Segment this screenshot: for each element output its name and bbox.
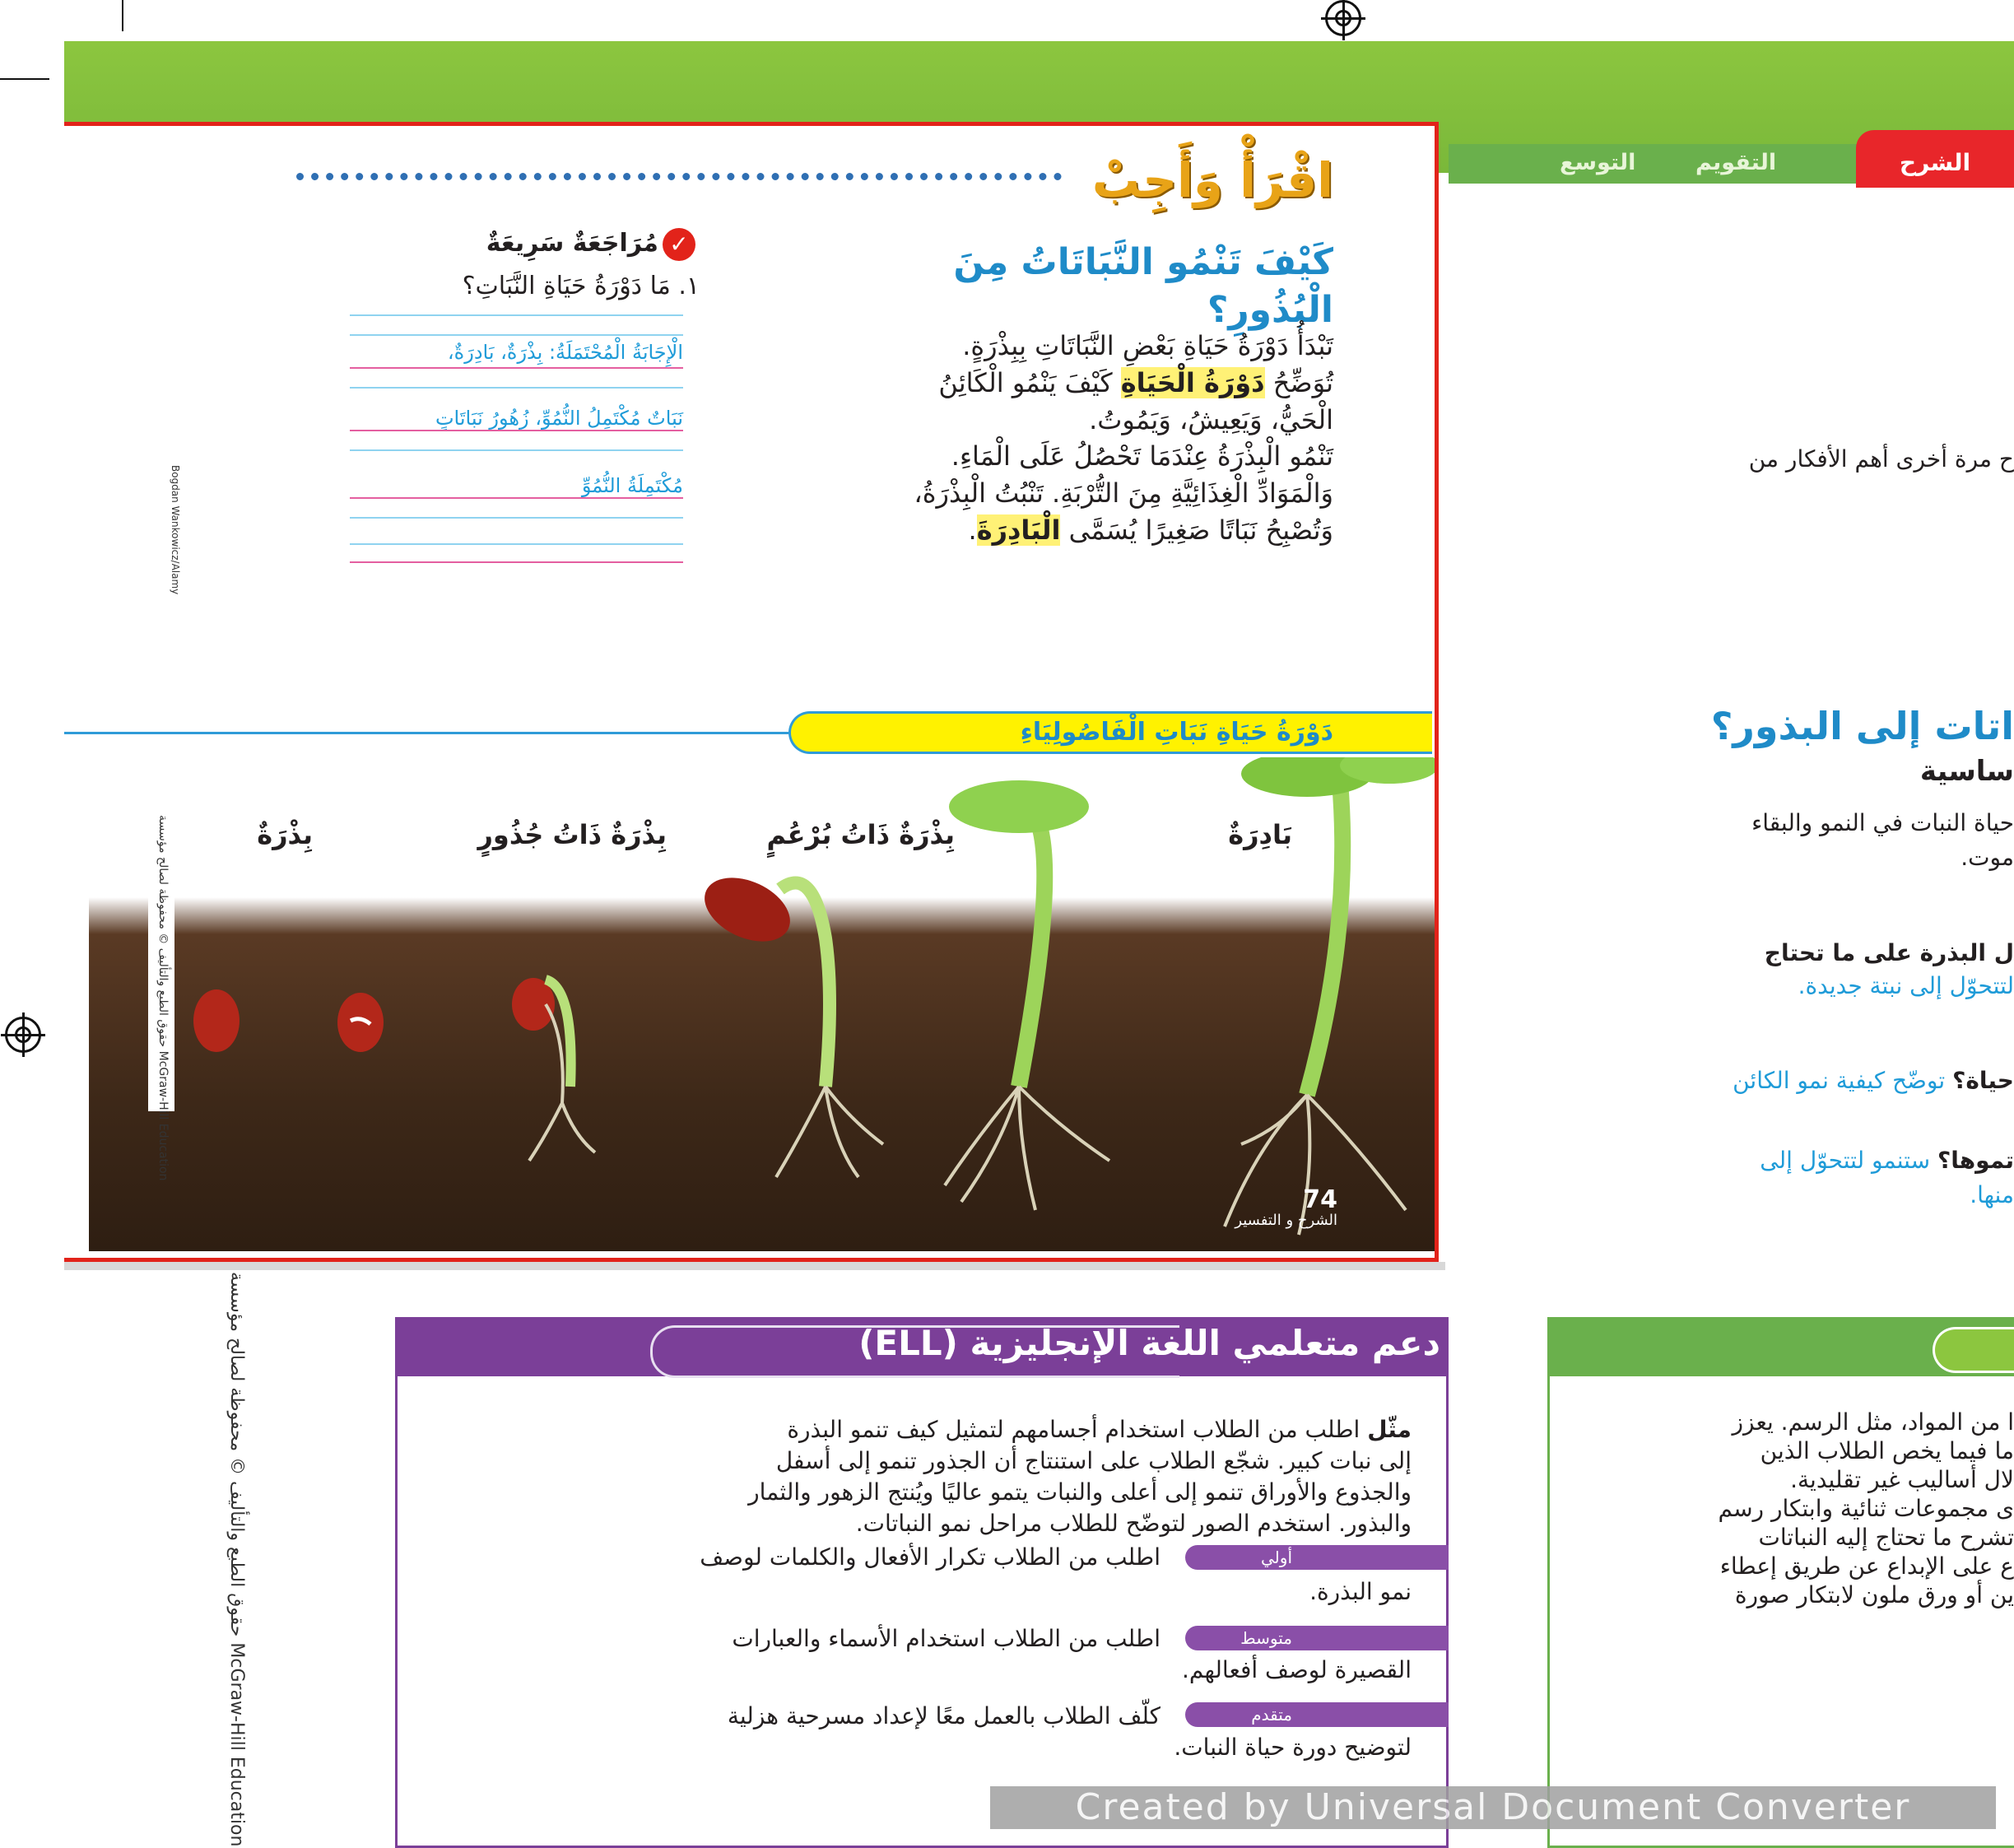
quick-review-question: ١. مَا دَوْرَةُ حَيَاةِ النَّبَاتِ؟	[462, 272, 700, 300]
page-section-label: الشرح و التفسير	[1235, 1212, 1337, 1229]
root	[776, 1087, 883, 1177]
ell-level-intermediate-2: القصيرة لوصف أفعالهم.	[1181, 1656, 1412, 1683]
answer-line	[350, 430, 683, 431]
body-paragraph-1: تَبْدَأُ دَوْرَةُ حَيَاةِ بَعْضِ النَّبَاتَاتِ بِبِذْرَةٍ. تُوَضِّحُ دَوْرَةُ الْحَيَاةِ كَيْفَ يَنْمُو الْكَائِنُ الْحَيُّ، وَيَعِيشُ، وَيَمُوتُ.	[938, 330, 1333, 435]
right-q1-answer: لتتحوّل إلى نبتة جديدة.	[1798, 972, 2014, 999]
right-subheading: ساسية	[1919, 755, 2014, 788]
diagram-title: دَوْرَةُ حَيَاةِ نَبَاتِ الْفَاصُولِيَاءِ	[1020, 718, 1333, 747]
stage-label-seedling: بَادِرَةٌ	[1228, 819, 1292, 850]
side-copyright: حقوق الطبع والتأليف © محفوظة لصالح مؤسسة McGraw-Hill Education	[226, 1272, 247, 1847]
right-q3-answer-2: منها.	[1970, 1181, 2014, 1208]
stage-label-seed-with-bud: بِذْرَةٌ ذَاتُ بُرْعُمٍ	[766, 819, 955, 850]
right-q1: ل البذرة على ما تحتاج	[1764, 939, 2014, 966]
quick-review-title: مُرَاجَعَةٌ سَرِيعَةٌ	[486, 229, 658, 258]
ell-level-advanced-2: لتوضيح دورة حياة النبات.	[1174, 1734, 1412, 1761]
right-intro: ح مرة أخرى أهم الأفكار من	[1748, 445, 2014, 472]
stage-label-seed: بِذْرَةٌ	[257, 819, 313, 850]
tab-explain[interactable]: الشرح	[1856, 130, 2014, 188]
answer-line	[350, 561, 683, 563]
root	[945, 1087, 1109, 1210]
page-number: 74	[1303, 1185, 1337, 1214]
ell-level-beginner: اطلب من الطلاب تكرار الأفعال والكلمات لوصف	[700, 1543, 1160, 1571]
level-badge-advanced: متقدم	[1185, 1702, 1449, 1727]
leaf	[949, 780, 1089, 833]
vocab-life-cycle: دَوْرَةُ الْحَيَاةِ	[1120, 367, 1265, 398]
answer-line	[350, 367, 683, 369]
answer-line	[350, 334, 683, 336]
page-shadow	[64, 1262, 1445, 1270]
answer-line	[350, 449, 683, 451]
answer-line	[350, 517, 683, 519]
photo-credit: Bogdan Wankowicz/Alamy	[170, 465, 181, 595]
bean-seed	[193, 989, 240, 1052]
answer-line	[350, 543, 683, 545]
registration-mark-icon	[1325, 0, 1361, 36]
tab-elaborate[interactable]: التوسع	[1560, 150, 1636, 175]
section-title: اقْرَأْ وَأَجِبْ	[1091, 152, 1333, 208]
diagram-rule	[64, 732, 788, 734]
bean-seed	[695, 865, 800, 954]
ell-level-advanced: كلّف الطلاب بالعمل معًا لإعداد مسرحية هزلية	[727, 1702, 1160, 1729]
right-q3: تموها؟ ستنمو لتتحوّل إلى	[1760, 1147, 2014, 1174]
stage-label-seed-with-roots: بِذْرَةٌ ذَاتُ جُذُورٍ	[477, 819, 667, 850]
green-box-text: ا من المواد، مثل الرسم. يعزز ما فيما يخص الطلاب الذين لال أساليب غير تقليدية. ى مجموعات ثنائية وابتكار رسم تشرح ما تحتاج إليه النباتات ع على الإبداع عن طريق إعطاء ين أو ورق ملون لابتكار صورة	[1718, 1408, 2014, 1608]
ell-level-intermediate: اطلب من الطلاب استخدام الأسماء والعبارات	[732, 1625, 1160, 1652]
body-paragraph-2: تَنْمُو الْبِذْرَةُ عِنْدَمَا تَحْصُلُ عَلَى الْمَاءِ. وَالْمَوَادِّ الْغِذَائِيَّةِ مِنَ التُّرْبَةِ. تَنْبُتُ الْبِذْرَةُ، وَتُصْبِحُ نَبَاتًا صَغِيرًا يُسَمَّى الْبَادِرَةَ.	[914, 440, 1333, 546]
answer-line	[350, 497, 683, 499]
answer-text: مُكْتَمِلَةُ النُّمُوِّ	[581, 474, 683, 497]
watermark: Created by Universal Document Converter	[990, 1786, 1996, 1829]
answer-text: الْإِجَابَةُ الْمُحْتَمَلَةُ: بِذْرَةٌ، بَادِرَةٌ،	[447, 341, 683, 364]
right-main-idea-1: حياة النبات في النمو والبقاء	[1751, 809, 2014, 836]
crop-mark-vertical	[122, 0, 123, 31]
ell-title: دعم متعلمي اللغة الإنجليزية (ELL)	[858, 1323, 1440, 1363]
seedling-stem	[1019, 815, 1044, 1087]
seedling-stem	[1307, 782, 1342, 1095]
dotted-rule	[296, 173, 1062, 190]
diagram-copyright: حقوق الطبع والتأليف © محفوظة لصالح مؤسسة McGraw-Hill Education	[156, 815, 170, 1181]
right-heading: اتات إلى البذور؟	[1710, 704, 2014, 748]
checkmark-icon: ✓	[663, 228, 695, 261]
answer-text: نَبَاتٌ مُكْتَمِلُ النُّمُوِّ، زُهُورُ نَبَاتَاتٍ	[435, 407, 683, 430]
level-badge-intermediate: متوسط	[1185, 1626, 1449, 1650]
bean-seed	[337, 993, 384, 1052]
answer-line	[350, 314, 683, 316]
vocab-seedling: الْبَادِرَةَ	[976, 514, 1061, 546]
crop-mark-horizontal	[0, 78, 49, 80]
tab-evaluate[interactable]: التقويم	[1695, 150, 1777, 175]
answer-line	[350, 387, 683, 389]
level-badge-beginner: أولي	[1185, 1545, 1449, 1570]
registration-mark-icon	[5, 1017, 41, 1053]
ell-level-beginner-2: نمو البذرة.	[1309, 1578, 1412, 1605]
right-main-idea-2: موت.	[1961, 844, 2014, 871]
right-q2: حياة؟ توضّح كيفية نمو الكائن	[1733, 1067, 2014, 1094]
ell-model-paragraph: مثّل اطلب من الطلاب استخدام أجسامهم لتمثيل كيف تنمو البذرة إلى نبات كبير. شجّع الطلاب على استنتاج أن الجذور تنمو إلى أسفل والجذوع والأوراق تنمو إلى أعلى والنبات يتمو عاليًا ويُنتج الزهور والثمار والبذور. استخدم الصور لتوضّح للطلاب مراحل نمو النباتات.	[748, 1416, 1412, 1537]
question-heading: كَيْفَ تَنْمُو النَّبَاتَاتُ مِنَ الْبُذُورِ؟	[953, 241, 1333, 331]
